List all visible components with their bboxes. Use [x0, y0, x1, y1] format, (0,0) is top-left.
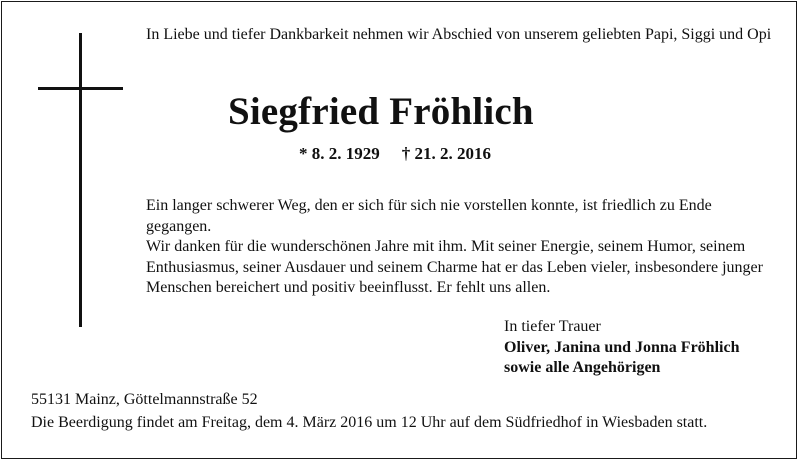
- signoff: [504, 317, 739, 379]
- funeral-details: Die Beerdigung findet am Freitag, dem 4. März 2016 um 12 Uhr auf dem Südfriedhof in Wiesbaden statt.: [31, 414, 708, 431]
- intro-text: In Liebe und tiefer Dankbarkeit nehmen wir Abschied von unserem geliebten Papi, Siggi und Opi: [146, 26, 772, 43]
- obituary-text: [146, 196, 776, 299]
- family-address: 55131 Mainz, Göttelmannstraße 52: [31, 391, 258, 408]
- signoff-relatives: sowie alle Angehörigen: [504, 359, 661, 376]
- deceased-name: Siegfried Fröhlich: [228, 90, 534, 133]
- signoff-heading: In tiefer Trauer: [504, 318, 601, 335]
- life-dates: [299, 144, 491, 164]
- cross-vertical-bar: [79, 33, 82, 327]
- obituary-paragraph-1: Ein langer schwerer Weg, den er sich für sich nie vorstellen konnte, ist friedlich zu Ende gegangen.: [146, 197, 712, 235]
- signoff-mourners: Oliver, Janina und Jonna Fröhlich: [504, 338, 740, 356]
- obituary-paragraph-2: Wir danken für die wunderschönen Jahre mit ihm. Mit seiner Energie, seinem Humor, seinem Enthusiasmus, seiner Ausdauer und seinem Charme hat er das Leben vieler, insbesondere junger Menschen bereichert und positiv beeinflusst. Er fehlt uns allen.: [146, 238, 763, 296]
- death-date: † 21. 2. 2016: [401, 144, 491, 163]
- birth-date: * 8. 2. 1929: [299, 144, 380, 163]
- cross-horizontal-bar: [38, 87, 123, 90]
